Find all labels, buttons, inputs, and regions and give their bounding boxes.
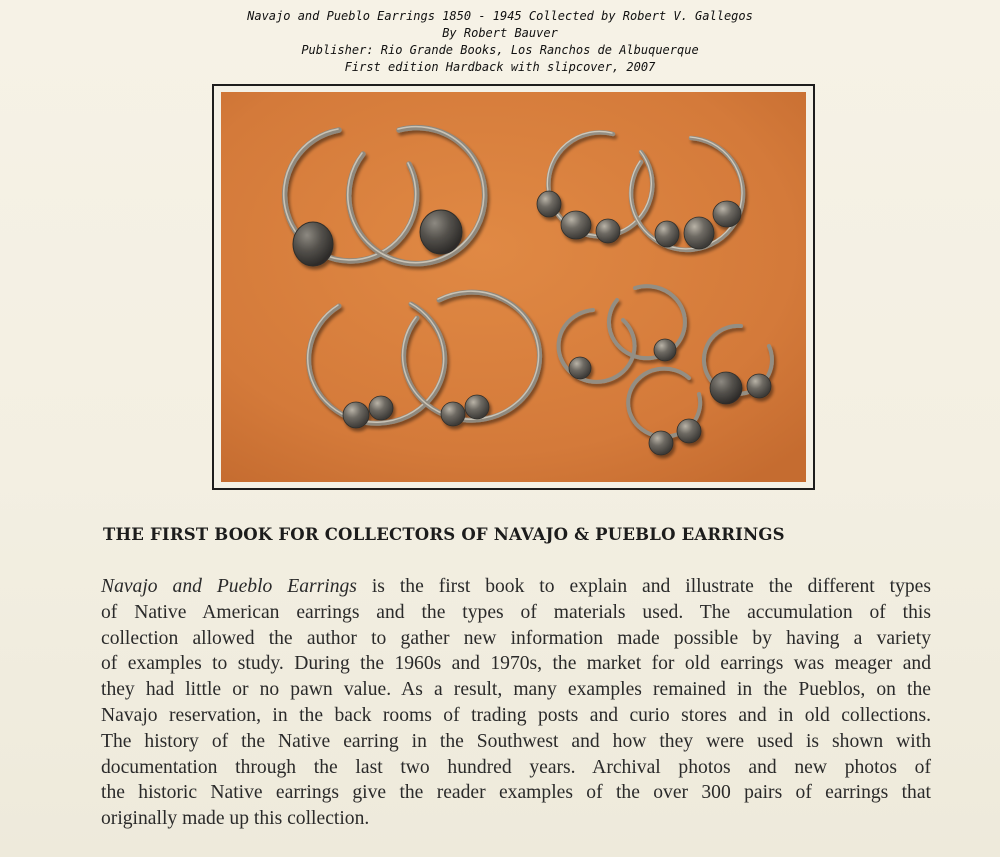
caption-publisher: Publisher: Rio Grande Books, Los Ranchos de Albuquerque [301,43,699,57]
paragraph-line: Navajo reservation, in the back rooms of trading posts and curio stores and in old collections. [101,704,931,726]
paragraph-line: originally made up this collection. [101,808,370,830]
description-paragraph [101,574,931,832]
caption-edition: First edition Hardback with slipcover, 2007 [344,60,656,74]
caption-author: By Robert Bauver [442,26,558,40]
book-caption [0,8,1000,76]
book-title-italic: Navajo and Pueblo Earrings [101,576,357,597]
paragraph-line [101,574,931,600]
paragraph-line: they had little or no pawn value. As a result, many examples remained in the Pueblos, on the [101,679,931,701]
paragraph-line-rest: is the first book to explain and illustrate the different types [356,576,931,597]
paragraph-line: of examples to study. During the 1960s and 1970s, the market for old earrings was meager and [101,653,931,675]
paragraph-line: documentation through the last two hundred years. Archival photos and new photos of [101,756,931,778]
suede-background [221,92,806,482]
caption-title: Navajo and Pueblo Earrings 1850 - 1945 Collected by Robert V. Gallegos [247,9,753,23]
photo-frame [212,84,815,490]
paragraph-line: The history of the Native earring in the Southwest and how they were used is shown with [101,730,931,752]
paragraph-line: of Native American earrings and the types of materials used. The accumulation of this [101,601,931,623]
earrings-photo [221,92,806,482]
section-heading: THE FIRST BOOK FOR COLLECTORS OF NAVAJO & PUEBLO EARRINGS [103,525,785,544]
paragraph-line: the historic Native earrings give the reader examples of the over 300 pairs of earrings that [101,782,931,804]
paragraph-line: collection allowed the author to gather new information made possible by having a variety [101,627,931,649]
